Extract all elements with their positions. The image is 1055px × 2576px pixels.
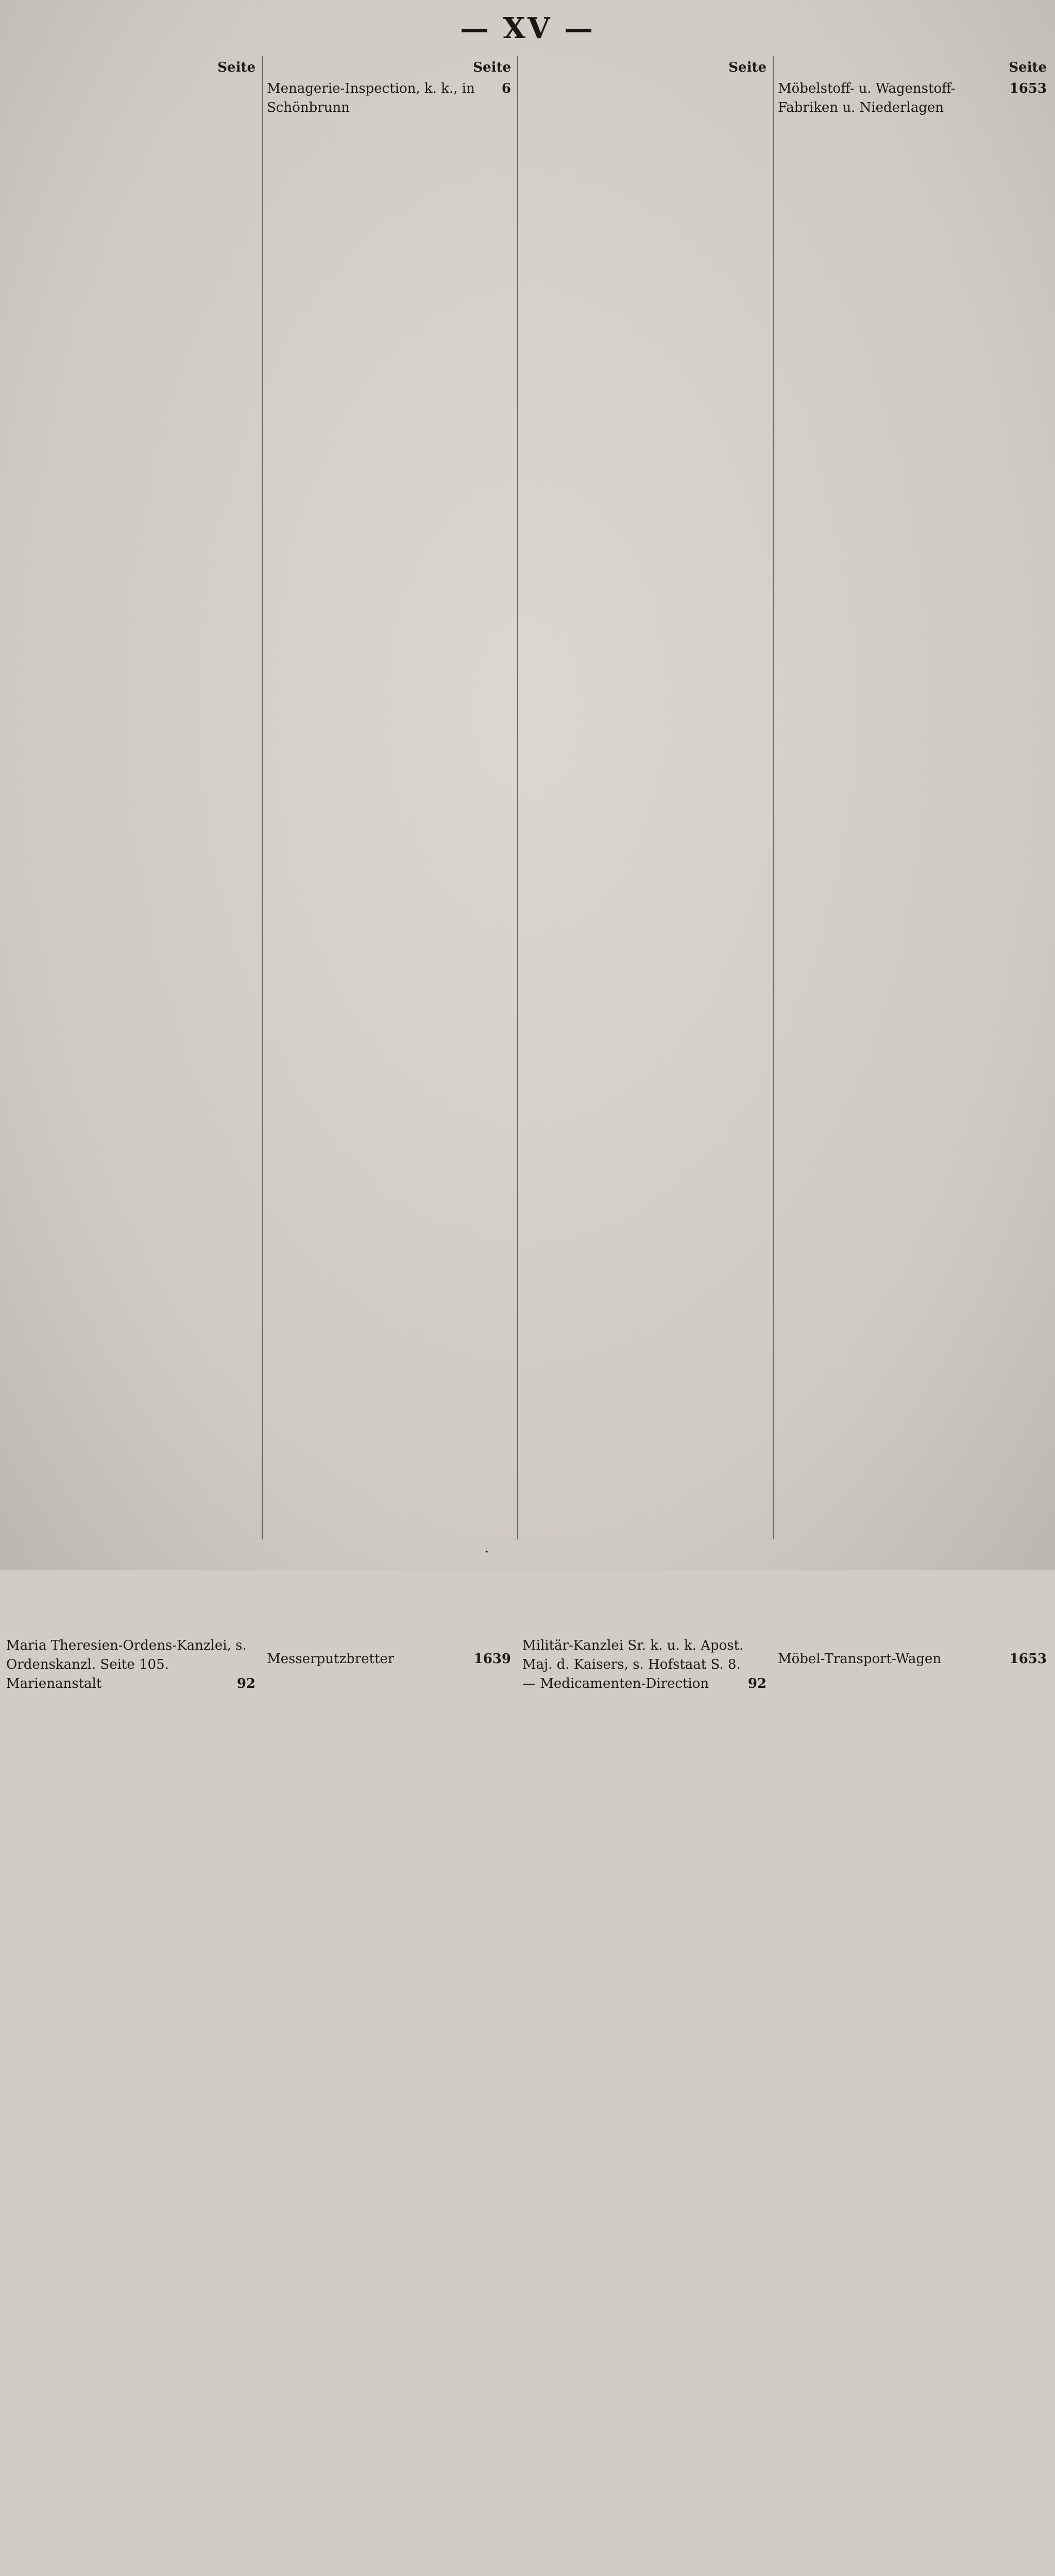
- entry-page-number: 1653: [1009, 1651, 1047, 1667]
- index-entry: [522, 79, 769, 1674]
- entry-page-number: 92: [236, 1676, 256, 1691]
- index-columns: [6, 56, 1049, 1691]
- entry-page-number: [252, 79, 258, 1650]
- index-entry: [267, 1650, 513, 2576]
- column-header: Seite: [728, 60, 767, 75]
- entry-page-number: 1653: [1009, 81, 1047, 96]
- index-entry: [6, 1674, 258, 2576]
- entry-term: Messerputzbretter: [267, 1651, 395, 1667]
- index-entry: [778, 79, 1049, 1650]
- entry-page-number: [763, 79, 769, 1650]
- entry-list: [267, 79, 513, 2576]
- index-column: [6, 56, 258, 1691]
- entry-list: [778, 79, 1049, 2576]
- index-column: [773, 56, 1049, 1667]
- index-column: [262, 56, 513, 1667]
- entry-page-number: 92: [747, 1676, 767, 1691]
- entry-term: Maria Theresien-Ordens-Kanzlei, s. Ordenskanzl. Seite 105.: [6, 1638, 251, 1672]
- index-entry: [778, 1650, 1049, 2576]
- column-header: Seite: [1009, 60, 1047, 75]
- entry-page-number: 1639: [473, 1651, 511, 1667]
- column-header: Seite: [217, 60, 256, 75]
- footer-mark: ·: [484, 1543, 489, 1561]
- entry-term: Möbel-Transport-Wagen: [778, 1651, 942, 1667]
- entry-term: Möbelstoff- u. Wagenstoff-Fabriken u. Niederlagen: [778, 81, 956, 115]
- column-header: Seite: [473, 60, 511, 75]
- index-column: [517, 56, 769, 1691]
- entry-term: Militär-Kanzlei Sr. k. u. k. Apost. Maj. d. Kaisers, s. Hofstaat S. 8.: [522, 1638, 748, 1672]
- page-number: — XV —: [460, 11, 595, 45]
- index-entry: [522, 1674, 769, 2576]
- entry-term: Menagerie-Inspection, k. k., in Schönbrunn: [267, 81, 480, 115]
- index-entry: [6, 79, 258, 1674]
- entry-term: Marienanstalt: [6, 1676, 102, 1691]
- entry-page-number: 6: [501, 81, 511, 96]
- entry-list: [6, 79, 258, 2576]
- entry-term: — Medicamenten-Direction: [522, 1676, 709, 1691]
- entry-list: [522, 79, 769, 2576]
- index-entry: [267, 79, 513, 1650]
